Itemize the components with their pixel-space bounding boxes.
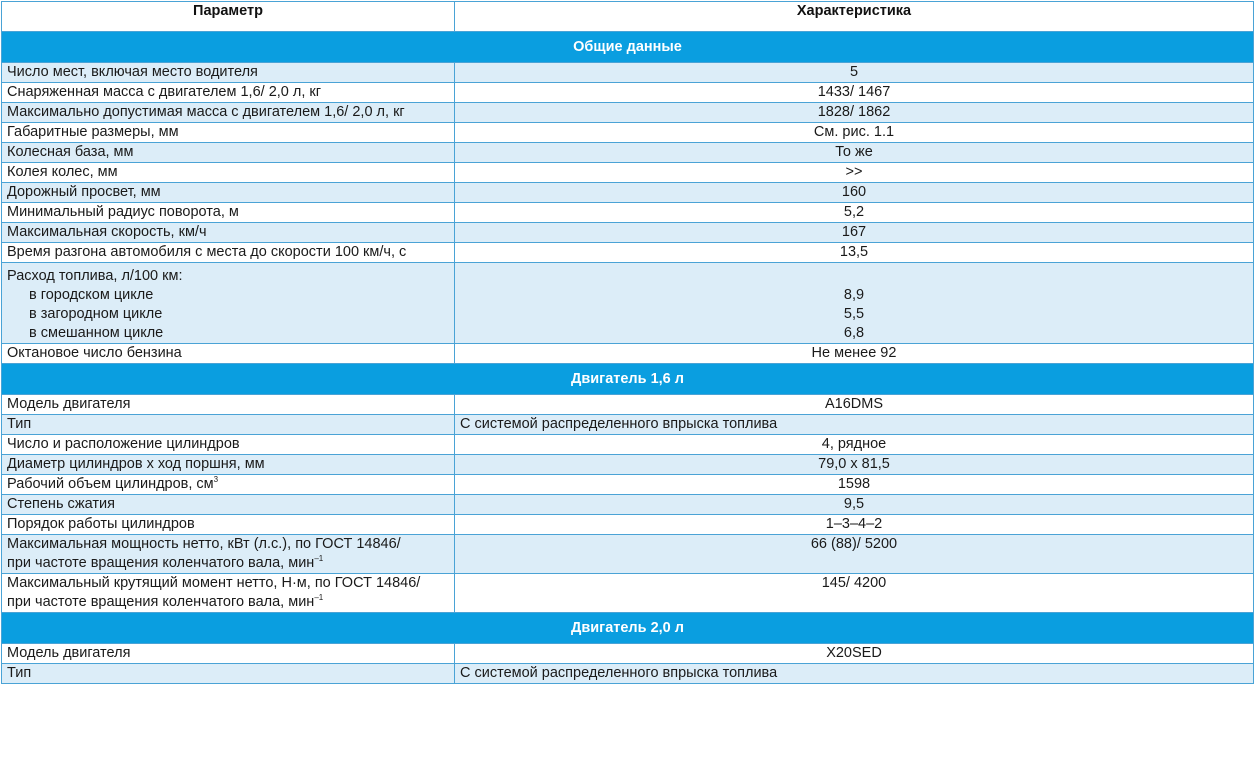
row-label-fuel	[2, 263, 455, 344]
section-row-engine16	[2, 364, 1254, 395]
row-value: 4, рядное	[455, 435, 1254, 455]
power-label-line1: Максимальная мощность нетто, кВт (л.с.), по ГОСТ 14846/	[7, 536, 401, 552]
row-value: То же	[455, 143, 1254, 163]
row-value: 1–3–4–2	[455, 515, 1254, 535]
row-label: Октановое число бензина	[2, 344, 455, 364]
row-value: 5	[455, 63, 1254, 83]
section-title-engine16: Двигатель 1,6 л	[2, 364, 1254, 395]
table-row	[2, 644, 1254, 664]
row-label: Колесная база, мм	[2, 143, 455, 163]
row-label	[2, 535, 455, 574]
table-row	[2, 203, 1254, 223]
table-row	[2, 664, 1254, 684]
section-row-engine20	[2, 613, 1254, 644]
row-value: X20SED	[455, 644, 1254, 664]
row-value: 1598	[455, 475, 1254, 495]
table-row	[2, 475, 1254, 495]
torque-sup: –1	[314, 593, 324, 603]
row-label: Порядок работы цилиндров	[2, 515, 455, 535]
volume-label: Рабочий объем цилиндров, см	[7, 476, 214, 492]
table-row	[2, 515, 1254, 535]
fuel-city-value: 8,9	[843, 287, 865, 303]
table-row	[2, 143, 1254, 163]
fuel-mixed-value: 6,8	[843, 325, 865, 341]
section-title-general: Общие данные	[2, 32, 1254, 63]
row-label: Модель двигателя	[2, 644, 455, 664]
row-value: 167	[455, 223, 1254, 243]
row-value: >>	[455, 163, 1254, 183]
section-title-engine20: Двигатель 2,0 л	[2, 613, 1254, 644]
row-label: Максимально допустимая масса с двигателем 1,6/ 2,0 л, кг	[2, 103, 455, 123]
fuel-label: Расход топлива, л/100 км:	[7, 268, 183, 284]
torque-label-line1: Максимальный крутящий момент нетто, Н·м, по ГОСТ 14846/	[7, 575, 421, 591]
row-value: Не менее 92	[455, 344, 1254, 364]
table-row	[2, 243, 1254, 263]
row-label: Модель двигателя	[2, 395, 455, 415]
row-label: Габаритные размеры, мм	[2, 123, 455, 143]
table-row	[2, 223, 1254, 243]
row-label: Диаметр цилиндров х ход поршня, мм	[2, 455, 455, 475]
row-value: 79,0 х 81,5	[455, 455, 1254, 475]
table-row	[2, 83, 1254, 103]
row-label: Снаряженная масса с двигателем 1,6/ 2,0 л, кг	[2, 83, 455, 103]
fuel-mixed-label: в смешанном цикле	[29, 325, 164, 341]
table-row	[2, 63, 1254, 83]
table-row	[2, 163, 1254, 183]
row-value: 160	[455, 183, 1254, 203]
row-label: Время разгона автомобиля с места до скорости 100 км/ч, с	[2, 243, 455, 263]
row-label: Число и расположение цилиндров	[2, 435, 455, 455]
row-value: 66 (88)/ 5200	[455, 535, 1254, 574]
row-value: С системой распределенного впрыска топлива	[455, 664, 1254, 684]
fuel-highway-value: 5,5	[843, 306, 865, 322]
row-value: 145/ 4200	[455, 574, 1254, 613]
row-label: Минимальный радиус поворота, м	[2, 203, 455, 223]
row-label: Степень сжатия	[2, 495, 455, 515]
table-row	[2, 495, 1254, 515]
fuel-highway-label: в загородном цикле	[29, 306, 163, 322]
section-row-general	[2, 32, 1254, 63]
table-header-row	[2, 2, 1254, 32]
row-value: A16DMS	[455, 395, 1254, 415]
volume-sup: 3	[213, 475, 219, 485]
table-row	[2, 574, 1254, 613]
row-value: 1828/ 1862	[455, 103, 1254, 123]
row-value-fuel	[455, 263, 1254, 344]
power-label-line2: при частоте вращения коленчатого вала, мин	[7, 555, 315, 571]
table-row	[2, 435, 1254, 455]
row-label: Тип	[2, 415, 455, 435]
row-value: 13,5	[455, 243, 1254, 263]
row-value: С системой распределенного впрыска топлива	[455, 415, 1254, 435]
header-characteristic: Характеристика	[455, 2, 1254, 32]
row-label: Тип	[2, 664, 455, 684]
header-param: Параметр	[2, 2, 455, 32]
table-row-fuel	[2, 263, 1254, 344]
row-label: Число мест, включая место водителя	[2, 63, 455, 83]
row-value: 9,5	[455, 495, 1254, 515]
table-row	[2, 183, 1254, 203]
table-row	[2, 535, 1254, 574]
table-row	[2, 395, 1254, 415]
table-row	[2, 455, 1254, 475]
table-row	[2, 344, 1254, 364]
row-label: Колея колес, мм	[2, 163, 455, 183]
table-row	[2, 415, 1254, 435]
power-sup: –1	[314, 554, 324, 564]
row-label	[2, 475, 455, 495]
row-value: 1433/ 1467	[455, 83, 1254, 103]
row-label: Максимальная скорость, км/ч	[2, 223, 455, 243]
table-row	[2, 103, 1254, 123]
row-label: Дорожный просвет, мм	[2, 183, 455, 203]
row-label	[2, 574, 455, 613]
specifications-table	[1, 1, 1254, 684]
row-value: См. рис. 1.1	[455, 123, 1254, 143]
table-row	[2, 123, 1254, 143]
torque-label-line2: при частоте вращения коленчатого вала, мин	[7, 594, 315, 610]
fuel-city-label: в городском цикле	[29, 287, 154, 303]
row-value: 5,2	[455, 203, 1254, 223]
